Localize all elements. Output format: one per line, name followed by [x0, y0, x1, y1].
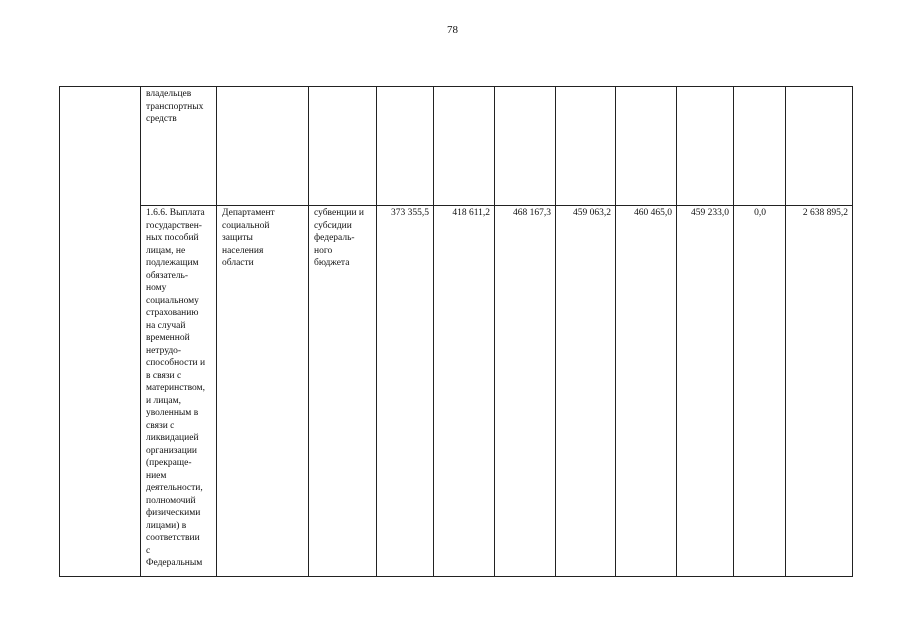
value-cell-2018: 460 465,0 — [616, 206, 677, 577]
table-row — [60, 87, 853, 206]
value-cell-2019 — [677, 87, 734, 206]
value-cell-2019: 459 233,0 — [677, 206, 734, 577]
value-cell-total: 2 638 895,2 — [786, 206, 853, 577]
value-cell-2015 — [434, 87, 495, 206]
row-executor-cell: Департамент социальной защиты населения области — [217, 206, 309, 577]
row-source-cell: субвенции и субсидии федераль- ного бюджета — [309, 206, 377, 577]
value-cell-2017: 459 063,2 — [556, 206, 616, 577]
row-name-cell: владельцев транспортных средств — [141, 87, 217, 206]
row-executor-cell — [217, 87, 309, 206]
value-cell-2020 — [734, 87, 786, 206]
row-name-cell: 1.6.6. Выплата государствен- ных пособий лицам, не подлежащим обязатель- ному социальному страхованию на случай временной нетрудо- способности и в связи с материнством, и лицам, уволенным в связи с ликвидацией организации (прекраще- нием деятельности, полномочий физическими лицами) в соответствии с Федеральным — [141, 206, 217, 577]
table-row — [60, 206, 853, 577]
value-cell-2020: 0,0 — [734, 206, 786, 577]
value-cell-2018 — [616, 87, 677, 206]
empty-index-cell — [60, 87, 141, 577]
value-cell-total — [786, 87, 853, 206]
value-cell-2017 — [556, 87, 616, 206]
page-number: 78 — [447, 24, 458, 36]
budget-table — [59, 86, 853, 577]
value-cell-2014 — [377, 87, 434, 206]
row-source-cell — [309, 87, 377, 206]
value-cell-2015: 418 611,2 — [434, 206, 495, 577]
value-cell-2016 — [495, 87, 556, 206]
value-cell-2016: 468 167,3 — [495, 206, 556, 577]
value-cell-2014: 373 355,5 — [377, 206, 434, 577]
